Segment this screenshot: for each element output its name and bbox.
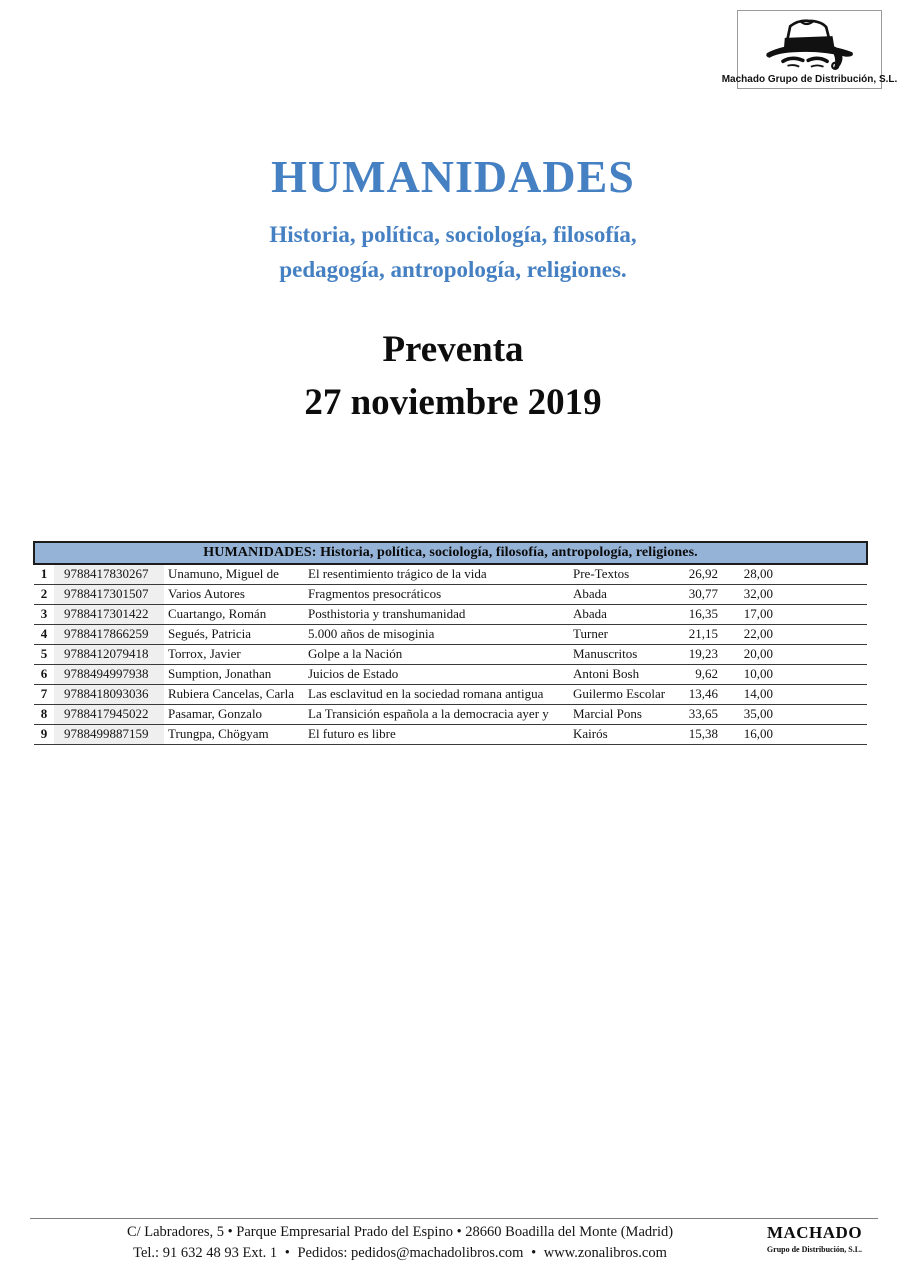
cell-isbn: 9788417301422: [54, 604, 164, 624]
cell-price-net: 21,15: [681, 624, 724, 644]
cell-price-pvp: 28,00: [724, 564, 779, 584]
footer-brand: [742, 1224, 887, 1254]
cell-price-pvp: 17,00: [724, 604, 779, 624]
cell-title: El resentimiento trágico de la vida: [306, 564, 571, 584]
subtitle-line-2: pedagogía, antropología, religiones.: [279, 257, 627, 283]
footer-email-link[interactable]: pedidos@machadolibros.com: [351, 1244, 524, 1261]
footer-divider: [30, 1218, 878, 1219]
footer-contact: [60, 1222, 740, 1263]
cell-author: Torrox, Javier: [164, 644, 306, 664]
cell-author: Sumption, Jonathan: [164, 664, 306, 684]
cell-filler: [779, 604, 867, 624]
cell-price-net: 9,62: [681, 664, 724, 684]
table-row: [34, 564, 867, 584]
cell-price-net: 13,46: [681, 684, 724, 704]
cell-price-net: 26,92: [681, 564, 724, 584]
footer-phone: Tel.: 91 632 48 93 Ext. 1: [133, 1244, 278, 1261]
cell-publisher: Manuscritos: [571, 644, 681, 664]
cell-isbn: 9788494997938: [54, 664, 164, 684]
footer-address-line: C/ Labradores, 5 • Parque Empresarial Prado del Espino • 28660 Boadilla del Monte (Madrid): [126, 1224, 674, 1240]
cell-isbn: 9788412079418: [54, 644, 164, 664]
cell-title: El futuro es libre: [306, 724, 571, 744]
cell-price-pvp: 32,00: [724, 584, 779, 604]
cell-filler: [779, 564, 867, 584]
cell-row-number: 1: [34, 564, 54, 584]
table-section-header: HUMANIDADES: Historia, política, sociología, filosofía, antropología, religiones.: [34, 542, 867, 564]
footer-brand-subtitle: Grupo de Distribución, S.L.: [766, 1244, 863, 1254]
cell-row-number: 4: [34, 624, 54, 644]
cell-publisher: Marcial Pons: [571, 704, 681, 724]
cell-price-net: 16,35: [681, 604, 724, 624]
cell-price-pvp: 14,00: [724, 684, 779, 704]
cell-row-number: 9: [34, 724, 54, 744]
cell-price-pvp: 20,00: [724, 644, 779, 664]
table-row: [34, 684, 867, 704]
cell-row-number: 3: [34, 604, 54, 624]
table-row: [34, 664, 867, 684]
cell-price-pvp: 35,00: [724, 704, 779, 724]
cell-row-number: 5: [34, 644, 54, 664]
cell-filler: [779, 644, 867, 664]
cell-filler: [779, 724, 867, 744]
cell-author: Trungpa, Chögyam: [164, 724, 306, 744]
preventa-heading: [0, 324, 906, 429]
logo-caption: Machado Grupo de Distribución, S.L.: [721, 74, 898, 85]
cell-publisher: Pre-Textos: [571, 564, 681, 584]
cell-row-number: 8: [34, 704, 54, 724]
cell-price-net: 15,38: [681, 724, 724, 744]
cell-filler: [779, 624, 867, 644]
cell-price-net: 19,23: [681, 644, 724, 664]
preventa-label: Preventa: [382, 329, 524, 370]
headline-block: [0, 152, 906, 288]
table-row: [34, 704, 867, 724]
table-row: [34, 584, 867, 604]
cell-author: Unamuno, Miguel de: [164, 564, 306, 584]
cell-author: Cuartango, Román: [164, 604, 306, 624]
table-row: [34, 644, 867, 664]
table-row: [34, 724, 867, 744]
cell-isbn: 9788417830267: [54, 564, 164, 584]
cell-title: Las esclavitud en la sociedad romana antigua: [306, 684, 571, 704]
cell-price-pvp: 10,00: [724, 664, 779, 684]
cell-isbn: 9788418093036: [54, 684, 164, 704]
footer-pedidos-label: Pedidos:: [297, 1244, 352, 1261]
cell-title: Golpe a la Nación: [306, 644, 571, 664]
cell-author: Pasamar, Gonzalo: [164, 704, 306, 724]
cell-price-net: 30,77: [681, 584, 724, 604]
cell-filler: [779, 664, 867, 684]
book-table: [33, 541, 868, 745]
cell-price-net: 33,65: [681, 704, 724, 724]
cell-title: Fragmentos presocráticos: [306, 584, 571, 604]
cell-author: Varios Autores: [164, 584, 306, 604]
footer-website-link[interactable]: www.zonalibros.com: [543, 1244, 667, 1261]
cell-row-number: 7: [34, 684, 54, 704]
footer-separator-2: •: [531, 1244, 537, 1261]
footer-brand-name: MACHADO: [766, 1223, 863, 1242]
cell-isbn: 9788499887159: [54, 724, 164, 744]
page-subtitle: [0, 217, 906, 288]
page-title: HUMANIDADES: [271, 151, 635, 202]
table-body: [34, 564, 867, 744]
machado-hat-face-icon: [754, 19, 866, 73]
cell-row-number: 6: [34, 664, 54, 684]
cell-price-pvp: 16,00: [724, 724, 779, 744]
footer-separator-1: •: [284, 1244, 290, 1261]
preventa-date: 27 noviembre 2019: [304, 381, 602, 423]
table-row: [34, 604, 867, 624]
cell-filler: [779, 704, 867, 724]
cell-publisher: Abada: [571, 584, 681, 604]
cell-publisher: Antoni Bosh: [571, 664, 681, 684]
cell-title: Posthistoria y transhumanidad: [306, 604, 571, 624]
cell-filler: [779, 684, 867, 704]
cell-author: Segués, Patricia: [164, 624, 306, 644]
machado-logo-box: [721, 10, 898, 89]
cell-publisher: Abada: [571, 604, 681, 624]
cell-publisher: Guilermo Escolar: [571, 684, 681, 704]
cell-title: La Transición española a la democracia ayer y: [306, 704, 571, 724]
book-table-wrap: [33, 541, 868, 745]
cell-filler: [779, 584, 867, 604]
subtitle-line-1: Historia, política, sociología, filosofía,: [269, 221, 637, 247]
cell-price-pvp: 22,00: [724, 624, 779, 644]
table-row: [34, 624, 867, 644]
cell-title: Juicios de Estado: [306, 664, 571, 684]
cell-isbn: 9788417301507: [54, 584, 164, 604]
cell-publisher: Turner: [571, 624, 681, 644]
cell-title: 5.000 años de misoginia: [306, 624, 571, 644]
cell-row-number: 2: [34, 584, 54, 604]
cell-isbn: 9788417945022: [54, 704, 164, 724]
footer-contact-line: [60, 1243, 740, 1264]
cell-isbn: 9788417866259: [54, 624, 164, 644]
cell-author: Rubiera Cancelas, Carla: [164, 684, 306, 704]
cell-publisher: Kairós: [571, 724, 681, 744]
